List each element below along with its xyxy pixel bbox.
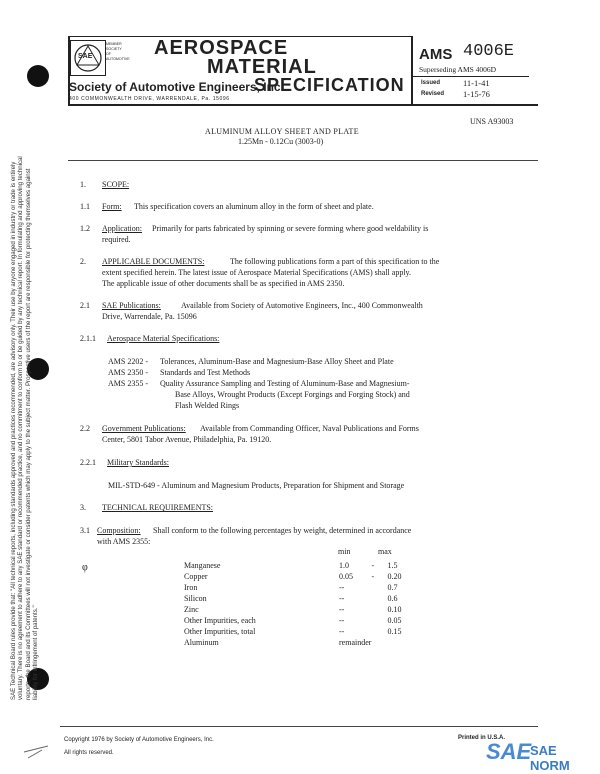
watermark-text: SAE NORM bbox=[530, 743, 570, 773]
ams-ref-desc: Tolerances, Aluminum-Base and Magnesium-Base Alloy Sheet and Plate bbox=[160, 357, 394, 366]
ams-number-box bbox=[413, 38, 529, 98]
side-notice-text: SAE Technical Board rules provide that: "All technical reports, including standards approved and practices recommended, are advisory only. Their use by anyone engaged in industry or trade is entirely voluntary. There is no agreement to adhere to any SAE standard or recommended practice, and no commitment to conform to or be guided by any technical report. In formulating and approving technical reports, the Board and its Committees will not investigate or consider patents which may apply to the subject matter. Prospective users of the report are responsible for protecting themselves against liability for infringement of patents." bbox=[10, 156, 40, 700]
min-value: -- bbox=[339, 594, 345, 603]
ams-box-rule bbox=[413, 76, 529, 77]
section-label: Government Publications: bbox=[102, 424, 186, 433]
min-value: 0.05 bbox=[339, 572, 353, 581]
section-label: Military Standards: bbox=[107, 458, 169, 467]
header-rule bbox=[68, 104, 538, 106]
section-num: 3.1 bbox=[80, 526, 90, 535]
section-label: Composition: bbox=[97, 526, 141, 535]
composition-row bbox=[184, 605, 417, 616]
issued-date: 11-1-41 bbox=[463, 78, 490, 88]
min-value: -- bbox=[339, 616, 345, 625]
max-value: 0.05 bbox=[387, 616, 402, 625]
ams-ref-code: AMS 2355 - bbox=[108, 379, 149, 388]
section-text: with AMS 2355: bbox=[97, 537, 151, 546]
sae-norm-watermark bbox=[486, 733, 596, 773]
range-dash bbox=[371, 605, 387, 616]
uns-number: UNS A93003 bbox=[470, 117, 514, 126]
section-text: The applicable issue of other documents shall be as specified in AMS 2350. bbox=[102, 279, 345, 288]
min-header: min bbox=[338, 547, 351, 556]
range-dash bbox=[371, 616, 387, 627]
ams-ref-code: AMS 2350 - bbox=[108, 368, 149, 377]
composition-row bbox=[184, 627, 417, 638]
composition-row bbox=[184, 561, 417, 572]
corner-mark bbox=[22, 742, 52, 767]
logo-text: SAE bbox=[78, 53, 93, 60]
punch-hole bbox=[27, 65, 49, 87]
section-title: APPLICABLE DOCUMENTS: bbox=[102, 257, 205, 266]
element-name: Iron bbox=[184, 583, 198, 592]
range-dash: - bbox=[371, 572, 375, 581]
side-notice bbox=[10, 150, 70, 700]
watermark-logo: SAE bbox=[486, 739, 532, 764]
superseding: Superseding AMS 4006D bbox=[419, 65, 497, 74]
min-value: 1.0 bbox=[339, 561, 349, 570]
section-label: Aerospace Material Specifications: bbox=[107, 334, 220, 343]
section-num: 2. bbox=[80, 257, 86, 266]
section-text: Drive, Warrendale, Pa. 15096 bbox=[102, 312, 197, 321]
title-material: MATERIAL bbox=[207, 56, 317, 78]
section-num: 2.1.1 bbox=[80, 334, 96, 343]
max-value: 0.10 bbox=[387, 605, 402, 614]
max-value: 1.5 bbox=[387, 561, 398, 570]
mil-ref: MIL-STD-649 - Aluminum and Magnesium Products, Preparation for Shipment and Storage bbox=[108, 481, 405, 490]
title-aerospace: AEROSPACE bbox=[154, 37, 289, 59]
range-dash bbox=[371, 594, 387, 605]
logo-side-text: MEMBER SOCIETY OF AUTOMOTIVE bbox=[106, 42, 130, 61]
max-value bbox=[387, 638, 417, 649]
section-text: Primarily for parts fabricated by spinning or severe forming where good weldability is bbox=[152, 224, 429, 233]
range-dash bbox=[371, 583, 387, 594]
min-value: -- bbox=[339, 627, 345, 636]
section-text: This specification covers an aluminum alloy in the form of sheet and plate. bbox=[134, 202, 374, 211]
composition-row bbox=[184, 638, 417, 649]
org-address: 400 COMMONWEALTH DRIVE, WARRENDALE, Pa. 15096 bbox=[69, 96, 230, 102]
composition-table bbox=[184, 561, 417, 649]
doc-subtitle: 1.25Mn - 0.12Cu (3003-0) bbox=[238, 137, 324, 146]
max-header: max bbox=[378, 547, 392, 556]
max-value: 0.7 bbox=[387, 583, 398, 592]
section-label: Form: bbox=[102, 202, 122, 211]
section-num: 1.1 bbox=[80, 202, 90, 211]
doc-title: ALUMINUM ALLOY SHEET AND PLATE bbox=[205, 127, 359, 136]
min-value: -- bbox=[339, 583, 345, 592]
element-name: Other Impurities, each bbox=[184, 616, 256, 625]
element-name: Other Impurities, total bbox=[184, 627, 256, 636]
footer-rule bbox=[60, 726, 538, 727]
revised-date: 1-15-76 bbox=[463, 89, 490, 99]
composition-row bbox=[184, 594, 417, 605]
range-dash bbox=[371, 638, 387, 649]
element-name: Aluminum bbox=[184, 638, 219, 647]
section-text: Available from Commanding Officer, Naval Publications and Forms bbox=[200, 424, 419, 433]
section-text: Shall conform to the following percentages by weight, determined in accordance bbox=[153, 526, 412, 535]
range-dash: - bbox=[371, 561, 375, 570]
ams-ref-code: AMS 2202 - bbox=[108, 357, 149, 366]
max-value: 0.6 bbox=[387, 594, 398, 603]
composition-row bbox=[184, 572, 417, 583]
copyright: Copyright 1976 by Society of Automotive Engineers, Inc. bbox=[64, 737, 214, 743]
section-num: 2.2 bbox=[80, 424, 90, 433]
section-label: Application: bbox=[102, 224, 142, 233]
composition-row bbox=[184, 616, 417, 627]
issued-label: Issued bbox=[421, 80, 441, 86]
min-value: remainder bbox=[339, 638, 372, 647]
section-num: 3. bbox=[80, 503, 86, 512]
section-text: required. bbox=[102, 235, 131, 244]
element-name: Silicon bbox=[184, 594, 207, 603]
section-label: SAE Publications: bbox=[102, 301, 161, 310]
section-num: 2.1 bbox=[80, 301, 90, 310]
element-name: Copper bbox=[184, 572, 208, 581]
range-dash bbox=[371, 627, 387, 638]
section-text: The following publications form a part of this specification to the bbox=[230, 257, 440, 266]
section-text: Available from Society of Automotive Engineers, Inc., 400 Commonwealth bbox=[181, 301, 423, 310]
sae-logo bbox=[70, 40, 106, 76]
title-specification: SPECIFICATION bbox=[254, 75, 405, 95]
printed-in: Printed in U.S.A. bbox=[458, 735, 506, 741]
ams-ref-desc: Standards and Test Methods bbox=[160, 368, 251, 377]
rights: All rights reserved. bbox=[64, 750, 114, 756]
ams-label: AMS bbox=[419, 46, 453, 63]
section-title: SCOPE: bbox=[102, 180, 130, 189]
element-name: Zinc bbox=[184, 605, 199, 614]
composition-row bbox=[184, 583, 417, 594]
title-rule bbox=[68, 160, 538, 161]
section-num: 1.2 bbox=[80, 224, 90, 233]
ams-number: 4006E bbox=[463, 42, 515, 61]
section-num: 2.2.1 bbox=[80, 458, 96, 467]
max-value: 0.20 bbox=[387, 572, 402, 581]
min-value: -- bbox=[339, 605, 345, 614]
section-title: TECHNICAL REQUIREMENTS: bbox=[102, 503, 214, 512]
org-name: Society of Automotive Engineers, Inc. bbox=[69, 80, 284, 94]
header-left-rule bbox=[68, 36, 70, 104]
ams-ref-desc: Base Alloys, Wrought Products (Except Forgings and Forging Stock) and bbox=[175, 390, 410, 399]
header-top-rule bbox=[68, 36, 411, 37]
margin-mark: φ bbox=[82, 562, 88, 573]
max-value: 0.15 bbox=[387, 627, 402, 636]
section-num: 1. bbox=[80, 180, 86, 189]
ams-ref-desc: Flash Welded Rings bbox=[175, 401, 240, 410]
revised-label: Revised bbox=[421, 91, 445, 97]
section-text: extent specified herein. The latest issue of Aerospace Material Specifications (AMS) shall apply. bbox=[102, 268, 412, 277]
section-text: Center, 5801 Tabor Avenue, Philadelphia, Pa. 19120. bbox=[102, 435, 272, 444]
element-name: Manganese bbox=[184, 561, 221, 570]
ams-ref-desc: Quality Assurance Sampling and Testing of Aluminum-Base and Magnesium- bbox=[160, 379, 410, 388]
